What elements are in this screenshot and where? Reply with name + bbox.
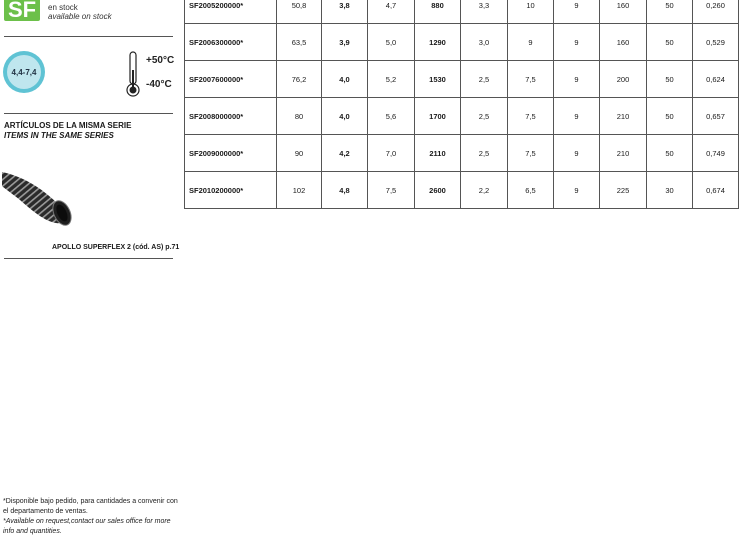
spec-table-container xyxy=(184,0,739,209)
table-cell: 1700 xyxy=(415,98,461,135)
table-cell: 1290 xyxy=(415,24,461,61)
table-cell: 210 xyxy=(600,135,647,172)
table-cell: 50 xyxy=(647,135,693,172)
table-cell: 10 xyxy=(508,0,554,24)
table-cell: 4,8 xyxy=(322,172,368,209)
table-cell: 5,2 xyxy=(368,61,415,98)
footnote-es: *Disponible bajo pedido, para cantidades a convenir con el departamento de ventas. xyxy=(3,498,178,515)
table-cell: 2,5 xyxy=(461,135,508,172)
table-row xyxy=(185,135,739,172)
table-cell: 50,8 xyxy=(277,0,322,24)
table-cell: 50 xyxy=(647,0,693,24)
table-row xyxy=(185,98,739,135)
table-cell: 0,529 xyxy=(693,24,739,61)
table-cell: 7,5 xyxy=(508,135,554,172)
table-cell: 2,2 xyxy=(461,172,508,209)
table-cell: 50 xyxy=(647,61,693,98)
table-cell: 6,5 xyxy=(508,172,554,209)
product-code-cell: SF2007600000* xyxy=(185,61,277,98)
table-cell: 0,657 xyxy=(693,98,739,135)
table-cell: 1530 xyxy=(415,61,461,98)
table-row xyxy=(185,61,739,98)
sf-logo: SF xyxy=(4,0,40,21)
table-cell: 9 xyxy=(554,61,600,98)
range-badge xyxy=(3,51,45,93)
product-code-cell: SF2006300000* xyxy=(185,24,277,61)
table-cell: 9 xyxy=(554,172,600,209)
table-cell: 225 xyxy=(600,172,647,209)
product-code-cell: SF2008000000* xyxy=(185,98,277,135)
table-cell: 2600 xyxy=(415,172,461,209)
table-cell: 9 xyxy=(554,24,600,61)
related-product-label: APOLLO SUPERFLEX 2 (cód. AS) p.71 xyxy=(52,244,180,251)
table-cell: 2,5 xyxy=(461,61,508,98)
temp-max: +50°C xyxy=(146,55,175,66)
divider xyxy=(4,113,173,114)
temp-min: -40°C xyxy=(146,79,172,90)
table-cell: 210 xyxy=(600,98,647,135)
table-cell: 50 xyxy=(647,98,693,135)
table-cell: 102 xyxy=(277,172,322,209)
footnote-en: *Available on request,contact our sales office for more info and quantities. xyxy=(3,518,171,535)
table-row xyxy=(185,24,739,61)
table-cell: 4,7 xyxy=(368,0,415,24)
table-cell: 0,624 xyxy=(693,61,739,98)
table-cell: 160 xyxy=(600,0,647,24)
table-cell: 7,5 xyxy=(508,98,554,135)
table-cell: 90 xyxy=(277,135,322,172)
table-cell: 3,8 xyxy=(322,0,368,24)
table-cell: 9 xyxy=(554,98,600,135)
table-cell: 5,6 xyxy=(368,98,415,135)
table-cell: 7,5 xyxy=(508,61,554,98)
table-cell: 0,260 xyxy=(693,0,739,24)
table-cell: 4,2 xyxy=(322,135,368,172)
product-code-cell: SF2010200000* xyxy=(185,172,277,209)
table-cell: 200 xyxy=(600,61,647,98)
table-cell: 9 xyxy=(508,24,554,61)
table-cell: 0,674 xyxy=(693,172,739,209)
table-row xyxy=(185,0,739,24)
table-cell: 4,0 xyxy=(322,98,368,135)
stock-label-en: available on stock xyxy=(48,12,112,21)
table-cell: 2110 xyxy=(415,135,461,172)
table-cell: 50 xyxy=(647,24,693,61)
table-cell: 76,2 xyxy=(277,61,322,98)
table-cell: 160 xyxy=(600,24,647,61)
hose-image xyxy=(2,166,72,232)
table-cell: 63,5 xyxy=(277,24,322,61)
table-cell: 80 xyxy=(277,98,322,135)
table-cell: 2,5 xyxy=(461,98,508,135)
table-cell: 3,3 xyxy=(461,0,508,24)
table-cell: 0,749 xyxy=(693,135,739,172)
stock-label-es: en stock xyxy=(48,3,78,12)
table-cell: 30 xyxy=(647,172,693,209)
divider xyxy=(4,36,173,37)
table-cell: 3,9 xyxy=(322,24,368,61)
table-cell: 9 xyxy=(554,135,600,172)
table-cell: 4,0 xyxy=(322,61,368,98)
sidebar xyxy=(0,0,180,535)
product-code-cell: SF2009000000* xyxy=(185,135,277,172)
table-cell: 7,5 xyxy=(368,172,415,209)
series-title-es: ARTÍCULOS DE LA MISMA SERIE xyxy=(4,121,132,130)
table-cell: 9 xyxy=(554,0,600,24)
thermometer-icon xyxy=(124,50,142,98)
spec-table xyxy=(184,0,739,209)
divider xyxy=(4,258,173,259)
table-cell: 7,0 xyxy=(368,135,415,172)
range-badge-text: 4,4-7,4 xyxy=(7,55,41,89)
table-cell: 5,0 xyxy=(368,24,415,61)
table-cell: 880 xyxy=(415,0,461,24)
product-code-cell: SF2005200000* xyxy=(185,0,277,24)
table-cell: 3,0 xyxy=(461,24,508,61)
table-row xyxy=(185,172,739,209)
series-title-en: ITEMS IN THE SAME SERIES xyxy=(4,131,114,140)
